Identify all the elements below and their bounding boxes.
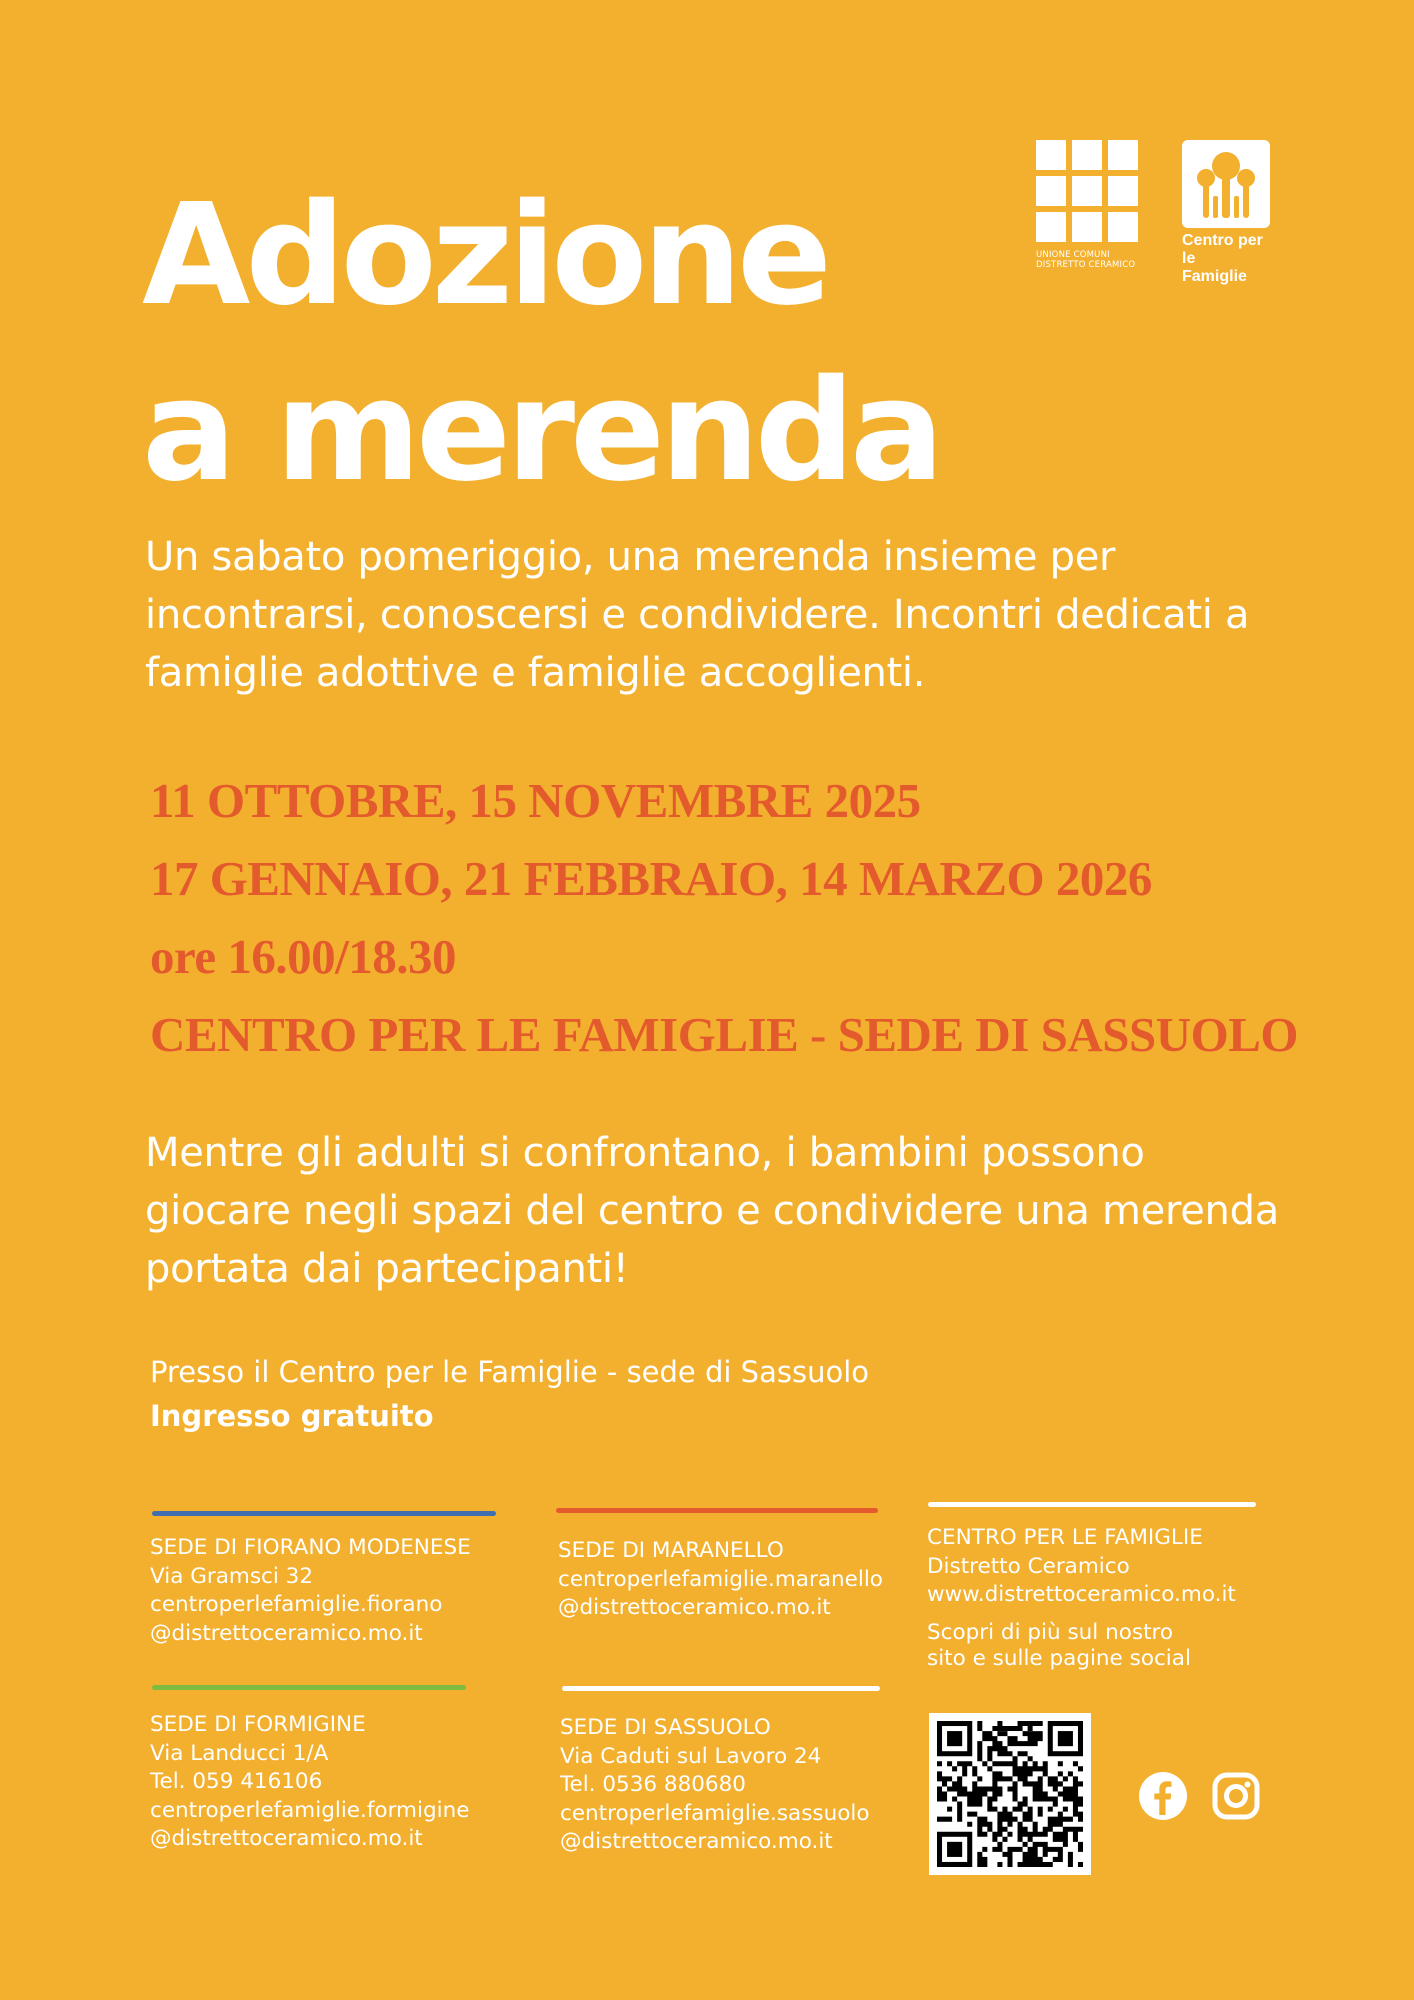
fiorano-address: Via Gramsci 32 (150, 1563, 314, 1589)
title-line2: a merenda (142, 350, 940, 513)
fiorano-divider (152, 1511, 496, 1516)
formigine-email-domain[interactable]: @distrettoceramico.mo.it (150, 1826, 423, 1851)
event-time: ore 16.00/18.30 (150, 929, 456, 984)
unione-caption-line1: UNIONE COMUNI (1036, 250, 1110, 260)
maranello-email-domain[interactable]: @distrettoceramico.mo.it (558, 1595, 831, 1620)
cpf-subtitle: Distretto Ceramico (927, 1553, 1130, 1579)
formigine-email[interactable]: centroperlefamiglie.formigine (150, 1797, 470, 1823)
formigine-title: SEDE DI FORMIGINE (150, 1712, 366, 1737)
maranello-title: SEDE DI MARANELLO (558, 1538, 784, 1563)
unione-comuni-logo (1036, 140, 1146, 270)
sassuolo-email[interactable]: centroperlefamiglie.sassuolo (560, 1800, 870, 1826)
contact-sassuolo (560, 1714, 870, 1857)
contact-formigine (150, 1711, 469, 1854)
cpf-title: CENTRO PER LE FAMIGLIE (927, 1525, 1203, 1550)
presso-location: Presso il Centro per le Famiglie - sede di Sassuolo (150, 1355, 869, 1389)
cpf-discover-line2: sito e sulle pagine social (927, 1645, 1191, 1671)
centro-famiglie-logo (1182, 140, 1274, 286)
facebook-icon[interactable] (1138, 1771, 1188, 1821)
free-entry: Ingresso gratuito (150, 1399, 434, 1433)
sassuolo-email-domain[interactable]: @distrettoceramico.mo.it (560, 1829, 833, 1854)
kids-text: Mentre gli adulti si confrontano, i bambini possono giocare negli spazi del centro e condividere una merenda portata dai partecipanti! (145, 1130, 1279, 1292)
sassuolo-divider (562, 1686, 880, 1691)
event-venue: CENTRO PER LE FAMIGLIE - SEDE DI SASSUOLO (150, 1007, 1299, 1062)
contact-maranello (558, 1537, 883, 1623)
cpf-discover-line1: Scopri di più sul nostro (927, 1619, 1174, 1645)
dates-2025: 11 OTTOBRE, 15 NOVEMBRE 2025 (150, 773, 921, 828)
centro-famiglie-mark (1182, 140, 1270, 228)
fiorano-email-domain[interactable]: @distrettoceramico.mo.it (150, 1620, 423, 1646)
unione-caption (1036, 250, 1156, 270)
instagram-icon[interactable] (1211, 1771, 1261, 1821)
contact-fiorano (150, 1534, 471, 1648)
sassuolo-title: SEDE DI SASSUOLO (560, 1715, 771, 1740)
event-dates (150, 762, 1298, 1074)
cpf-divider (928, 1502, 1256, 1507)
intro-text: Un sabato pomeriggio, una merenda insieme per incontrarsi, conoscersi e condividere. Incontri dedicati a famiglie adottive e famiglie accoglienti. (145, 534, 1250, 696)
dates-2026: 17 GENNAIO, 21 FEBBRAIO, 14 MARZO 2026 (150, 851, 1152, 906)
sassuolo-address: Via Caduti sul Lavoro 24 (560, 1743, 822, 1769)
qr-code[interactable] (929, 1713, 1091, 1875)
centro-famiglie-caption (1182, 232, 1274, 286)
cpf-caption-line2: Famiglie (1182, 268, 1247, 285)
page-title (142, 168, 939, 520)
qr-code-pattern (929, 1713, 1091, 1875)
contact-centro-famiglie (927, 1524, 1236, 1672)
maranello-email[interactable]: centroperlefamiglie.maranello (558, 1566, 883, 1592)
presso-info (150, 1350, 869, 1438)
unione-grid-mark (1036, 140, 1146, 242)
fiorano-title: SEDE DI FIORANO MODENESE (150, 1535, 471, 1560)
formigine-address: Via Landucci 1/A (150, 1740, 329, 1766)
cpf-caption-line1: Centro per le (1182, 232, 1263, 267)
formigine-phone[interactable]: Tel. 059 416106 (150, 1769, 323, 1794)
sassuolo-phone[interactable]: Tel. 0536 880680 (560, 1772, 746, 1797)
fiorano-email[interactable]: centroperlefamiglie.fiorano (150, 1592, 443, 1617)
formigine-divider (152, 1685, 466, 1690)
maranello-divider (556, 1508, 878, 1513)
cpf-website-link[interactable]: www.distrettoceramico.mo.it (927, 1582, 1236, 1607)
unione-caption-line2: DISTRETTO CERAMICO (1036, 260, 1136, 270)
title-line1: Adozione (142, 174, 828, 337)
